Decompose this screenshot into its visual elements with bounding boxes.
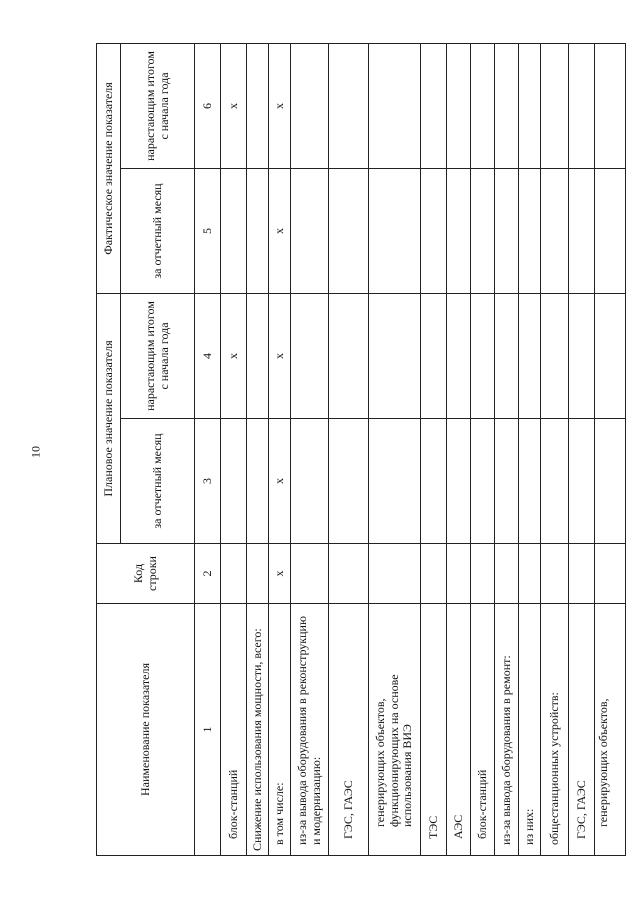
cell-plan-ytd [447, 293, 471, 418]
header-code: Код строки [97, 544, 195, 604]
table-body [221, 43, 626, 855]
header-fact: Фактическое значение показателя [97, 43, 121, 293]
cell-fact-month [569, 168, 595, 293]
cell-fact-month [595, 168, 626, 293]
column-number: 1 [195, 604, 221, 856]
cell-fact-month [247, 168, 269, 293]
cell-plan-ytd [471, 293, 495, 418]
table-region [96, 44, 610, 856]
cell-fact-ytd [329, 43, 369, 168]
cell-code [447, 544, 471, 604]
cell-fact-ytd [569, 43, 595, 168]
cell-fact-month [541, 168, 569, 293]
column-number: 5 [195, 168, 221, 293]
column-number: 4 [195, 293, 221, 418]
header-name: Наименование показателя [97, 604, 195, 856]
row-name: из-за вывода оборудования в реконструкцию и модернизацию: [291, 604, 329, 856]
row-name: ТЭС [421, 604, 447, 856]
row-name: в том числе: [269, 604, 291, 856]
table-row [447, 43, 471, 855]
table-row [329, 43, 369, 855]
cell-fact-month [329, 168, 369, 293]
cell-fact-month [447, 168, 471, 293]
cell-plan-month [569, 419, 595, 544]
cell-fact-ytd [247, 43, 269, 168]
table-row [569, 43, 595, 855]
cell-code [471, 544, 495, 604]
cell-fact-ytd [541, 43, 569, 168]
cell-plan-month [519, 419, 541, 544]
row-name: из-за вывода оборудования в ремонт: [495, 604, 519, 856]
cell-fact-ytd [471, 43, 495, 168]
cell-code [421, 544, 447, 604]
cell-fact-ytd [519, 43, 541, 168]
column-number: 6 [195, 43, 221, 168]
row-name: Снижение использования мощности, всего: [247, 604, 269, 856]
cell-plan-month [369, 419, 421, 544]
cell-fact-month [471, 168, 495, 293]
cell-fact-month [291, 168, 329, 293]
cell-fact-month: x [269, 168, 291, 293]
cell-fact-month [495, 168, 519, 293]
row-name: ГЭС, ГАЭС [329, 604, 369, 856]
cell-plan-ytd [569, 293, 595, 418]
cell-fact-ytd [495, 43, 519, 168]
cell-fact-ytd [421, 43, 447, 168]
cell-plan-month [291, 419, 329, 544]
cell-plan-month [447, 419, 471, 544]
cell-plan-ytd [369, 293, 421, 418]
column-number: 2 [195, 544, 221, 604]
table-header [97, 43, 221, 855]
cell-plan-month [247, 419, 269, 544]
table-row [471, 43, 495, 855]
row-name: АЭС [447, 604, 471, 856]
cell-plan-ytd [329, 293, 369, 418]
row-name: из них: [519, 604, 541, 856]
row-name: общестанционных устройств: [541, 604, 569, 856]
cell-plan-month: x [269, 419, 291, 544]
cell-plan-month [471, 419, 495, 544]
cell-fact-ytd [369, 43, 421, 168]
page-number: 10 [28, 446, 43, 458]
header-fact-month: за отчетный месяц [121, 168, 195, 293]
cell-plan-ytd: x [221, 293, 247, 418]
cell-fact-month [369, 168, 421, 293]
cell-fact-ytd: x [269, 43, 291, 168]
cell-code [369, 544, 421, 604]
indicator-table [96, 43, 626, 856]
cell-plan-ytd [495, 293, 519, 418]
table-row [421, 43, 447, 855]
cell-plan-ytd: x [269, 293, 291, 418]
column-number: 3 [195, 419, 221, 544]
row-name: генерирующих объектов, функционирующих на основе использования ВИЭ [369, 604, 421, 856]
cell-fact-month [221, 168, 247, 293]
cell-fact-ytd: x [221, 43, 247, 168]
header-fact-ytd: нарастающим итогом с начала года [121, 43, 195, 168]
cell-code: x [269, 544, 291, 604]
cell-code [541, 544, 569, 604]
cell-plan-ytd [519, 293, 541, 418]
row-name: ГЭС, ГАЭС [569, 604, 595, 856]
cell-plan-month [595, 419, 626, 544]
cell-code [595, 544, 626, 604]
cell-fact-ytd [595, 43, 626, 168]
cell-plan-month [495, 419, 519, 544]
cell-plan-month [421, 419, 447, 544]
cell-plan-month [541, 419, 569, 544]
header-plan-month: за отчетный месяц [121, 419, 195, 544]
cell-code [329, 544, 369, 604]
cell-code [569, 544, 595, 604]
cell-code [495, 544, 519, 604]
cell-plan-ytd [247, 293, 269, 418]
cell-fact-month [519, 168, 541, 293]
cell-code [247, 544, 269, 604]
cell-plan-ytd [595, 293, 626, 418]
cell-fact-month [421, 168, 447, 293]
cell-plan-ytd [291, 293, 329, 418]
row-name: блок-станций [221, 604, 247, 856]
cell-plan-ytd [421, 293, 447, 418]
table-row [541, 43, 569, 855]
row-name: блок-станций [471, 604, 495, 856]
cell-code [221, 544, 247, 604]
cell-plan-month [329, 419, 369, 544]
table-row [595, 43, 626, 855]
table-row [269, 43, 291, 855]
table-row [495, 43, 519, 855]
table-row [369, 43, 421, 855]
cell-code [519, 544, 541, 604]
cell-plan-month [221, 419, 247, 544]
rotated-table-container [96, 44, 610, 856]
cell-fact-ytd [447, 43, 471, 168]
table-row [291, 43, 329, 855]
table-row [519, 43, 541, 855]
row-name: генерирующих объектов, [595, 604, 626, 856]
table-row [221, 43, 247, 855]
cell-fact-ytd [291, 43, 329, 168]
cell-plan-ytd [541, 293, 569, 418]
cell-code [291, 544, 329, 604]
table-row [247, 43, 269, 855]
header-plan-ytd: нарастающим итогом с начала года [121, 293, 195, 418]
header-plan: Плановое значение показателя [97, 293, 121, 543]
